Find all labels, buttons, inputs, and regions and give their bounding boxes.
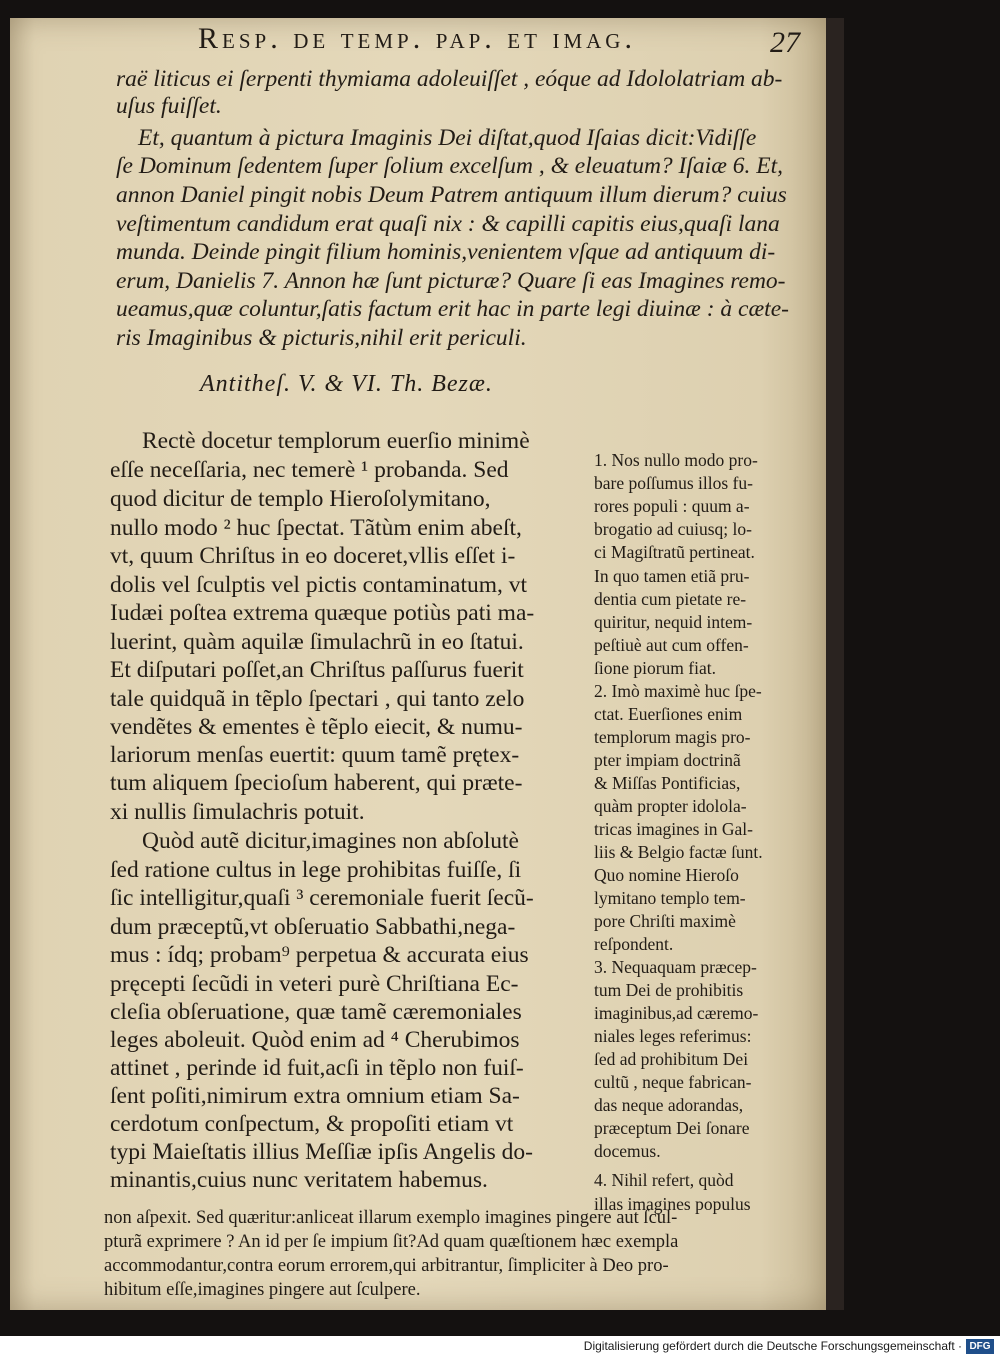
margin-note-line: & Miſſas Pontificias, [594,773,741,793]
margin-note-line: cultũ , neque fabrican- [594,1072,752,1092]
top-line: annon Daniel pingit nobis Deum Patrem antiquum illum dierum? cuius [116,182,787,208]
margin-note-line: 1. Nos nullo modo pro- [594,450,758,470]
margin-note-line: reſpondent. [594,934,674,954]
body-line: tale quidquã in tẽplo ſpectari , qui tanto zelo [110,686,525,712]
credit-text: Digitalisierung gefördert durch die Deutsche Forschungsgemeinschaft · [583,1339,962,1353]
body-line: eſſe neceſſaria, nec temerè ¹ probanda. Sed [110,457,509,483]
body-line: pręcepti ſecũdi in veteri purè Chriſtiana Ec- [110,971,519,997]
body-line: ſent poſiti,nimirum extra omnium etiam Sa- [110,1083,520,1109]
body-line: leges aboleuit. Quòd enim ad ⁴ Cherubimos [110,1027,520,1053]
top-line: erum, Danielis 7. Annon hæ ſunt picturæ? Quare ſi eas Imagines remo- [116,268,786,294]
body-line: vt, quum Chriſtus in eo doceret,vllis eſſet i- [110,543,516,569]
body-line: lariorum menſas euertit: quum tamẽ prętex- [110,742,520,768]
section-heading: Antitheſ. V. & VI. Th. Bezæ. [200,371,493,397]
margin-note-line: quiritur, nequid intem- [594,612,753,632]
page-edge [826,18,844,1310]
margin-note-line: præceptum Dei ſonare [594,1118,750,1138]
top-line: ris Imaginibus & picturis,nihil erit periculi. [116,325,527,351]
body-line: quod dicitur de templo Hieroſolymitano, [110,486,491,512]
margin-note-line: brogatio ad cuiusq; lo- [594,519,752,539]
margin-note-line: rores populi : quum a- [594,496,750,516]
margin-note-line: pore Chriſti maximè [594,911,736,931]
margin-note-line: 4. Nihil refert, quòd [594,1170,734,1190]
running-head: Resp. de temp. pap. et imag. [198,22,636,55]
margin-note-line: 3. Nequaquam præcep- [594,957,757,977]
body-line: xi nullis ſimulachris potuit. [110,799,365,825]
body-line: Iudæi poſtea extrema quæque potiùs pati ma- [110,600,535,626]
footnote-line: pturã exprimere ? An id per ſe impium ſit?Ad quam quæſtionem hæc exempla [104,1232,679,1252]
margin-note-line: 2. Imò maximè huc ſpe- [594,681,762,701]
body-line: nullo modo ² huc ſpectat. Tãtùm enim abeſt, [110,515,522,541]
body-line: ſed ratione cultus in lege prohibitas fuiſſe, ſi [110,857,522,883]
margin-note-line: Quo nomine Hieroſo [594,865,739,885]
footnote-line: non aſpexit. Sed quæritur:anliceat illarum exemplo imagines pingere aut ſcul- [104,1208,678,1228]
margin-note-line: bare poſſumus illos fu- [594,473,753,493]
body-line: luerint, quàm aquilæ ſimulachrũ in eo ſtatui. [110,629,524,655]
body-line: ſic intelligitur,quaſi ³ ceremoniale fuerit ſecũ- [110,885,534,911]
footnote-line: hibitum eſſe,imagines pingere aut ſculpere. [104,1280,421,1300]
body-line: cerdotum conſpectum, & propoſiti etiam vt [110,1111,514,1137]
top-line: munda. Deinde pingit filium hominis,venientem vſque ad antiquum di- [116,239,776,265]
margin-note-line: ctat. Euerſiones enim [594,704,743,724]
margin-note-line: niales leges referimus: [594,1026,752,1046]
body-line: cleſia obſeruatione, quæ tamẽ cæremoniales [110,999,522,1025]
top-line: uſus fuiſſet. [116,93,222,119]
margin-note-line: quàm propter idolola- [594,796,747,816]
margin-note-line: ſed ad prohibitum Dei [594,1049,749,1069]
margin-note-line: tricas imagines in Gal- [594,819,753,839]
margin-note-line: peſtiuè aut cum offen- [594,635,749,655]
body-line: Et diſputari poſſet,an Chriſtus paſſurus fuerit [110,657,524,683]
margin-note-line: imaginibus,ad cæremo- [594,1003,759,1023]
footnote-line: accommodantur,contra eorum errorem,qui arbitrantur, ſimpliciter à Deo pro- [104,1256,669,1276]
top-line: veſtimentum candidum erat quaſi nix : & capilli capitis eius,quaſi lana [116,211,780,237]
top-line: ueamus,quæ coluntur,ſatis factum erit hac in parte legi diuinæ : à cæte- [116,296,789,322]
margin-note-line: In quo tamen etiã pru- [594,566,750,586]
body-line: vendẽtes & ementes è tẽplo eiecit, & numu- [110,714,523,740]
top-line: raë liticus ei ſerpenti thymiama adoleuiſſet , eóque ad Idololatriam ab- [116,66,783,92]
body-line: dum præceptũ,vt obſeruatio Sabbathi,nega- [110,914,516,940]
body-line: attinet , perinde id fuit,acſi in tẽplo non fuiſ- [110,1055,524,1081]
body-line: dolis vel ſculptis vel pictis contaminatum, vt [110,572,528,598]
margin-note-line: tum Dei de prohibitis [594,980,744,1000]
margin-note-line: docemus. [594,1141,661,1161]
margin-note-line: dentia cum pietate re- [594,589,747,609]
margin-note-line: lymitano templo tem- [594,888,746,908]
margin-note-line: liis & Belgio factæ ſunt. [594,842,763,862]
body-line: typi Maieſtatis illius Meſſiæ ipſis Angelis do- [110,1139,533,1165]
margin-note-line: illas imagines populus [594,1194,751,1214]
margin-note-line: ci Magiſtratũ pertineat. [594,542,755,562]
body-line: Rectè docetur templorum euerſio minimè [142,428,530,454]
body-line: tum aliquem ſpecioſum haberent, qui præte- [110,770,523,796]
margin-note-line: das neque adorandas, [594,1095,744,1115]
body-line: mus : ídq; probam⁹ perpetua & accurata eius [110,942,529,968]
body-line: minantis,cuius nunc veritatem habemus. [110,1167,488,1193]
body-line: Quòd autẽ dicitur,imagines non abſolutè [142,828,519,854]
margin-note-line: templorum magis pro- [594,727,751,747]
margin-note-line: pter impiam doctrinã [594,750,741,770]
top-line: ſe Dominum ſedentem ſuper ſolium excelſum , & eleuatum? Iſaiæ 6. Et, [116,153,783,179]
dfg-logo: DFG [966,1339,994,1354]
margin-note-line: ſione piorum fiat. [594,658,716,678]
page-number: 27 [770,26,800,59]
top-line: Et, quantum à pictura Imaginis Dei diſtat,quod Iſaias dicit:Vidiſſe [138,125,757,151]
